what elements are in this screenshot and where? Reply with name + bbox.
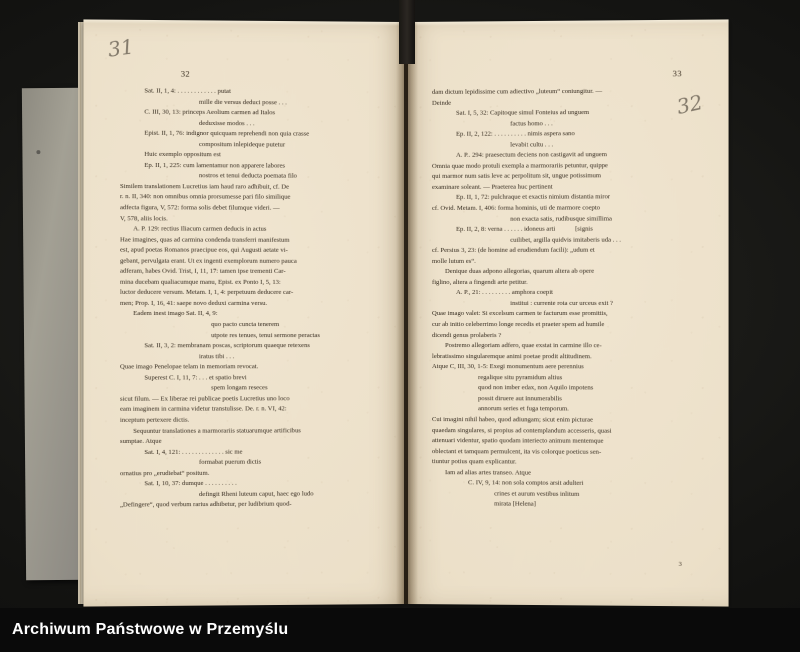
text-line: formabat puerum dictis xyxy=(199,458,262,466)
text-line: attenuari videntur, spatio quodam interiecto animum mentemque xyxy=(431,437,604,445)
text-line: Superest C. I, 11, 7: . . . et spatio brevi xyxy=(144,374,247,382)
text-line: Epist. II, 1, 76: indignor quicquam reprehendi non quia crasse xyxy=(144,129,310,138)
text-line: molle lutum es“. xyxy=(431,257,476,265)
left-page-text xyxy=(120,86,376,511)
left-page xyxy=(83,19,404,606)
handwritten-margin-number-right: 32 xyxy=(674,89,705,119)
text-line: Sat. I, 4, 121: . . . . . . . . . . . . . sic me xyxy=(144,448,243,456)
text-line: C. III, 30, 13: princeps Aeolium carmen ad Italos xyxy=(144,108,276,117)
text-line: iratus tibi . . . xyxy=(199,352,235,360)
right-page xyxy=(408,19,729,606)
text-line: spem longam reseces xyxy=(211,384,268,392)
text-line: Denique duas adpono allegorias, quarum altera ab opere xyxy=(445,268,595,276)
text-line: Sequuntur translationes a marmorariis statuarumque artificibus xyxy=(133,426,301,435)
text-line: Iam ad alias artes transeo. Atque xyxy=(445,468,532,477)
text-line: Ep. II, 1, 225: cum lamentamur non apparere labores xyxy=(144,161,286,170)
text-line: Atque C, III, 30, 1-5: Exegi monumentum aere perennius xyxy=(431,363,584,371)
text-line: annorum series et fuga temporum. xyxy=(478,405,569,413)
text-line: deduxisse modos . . . xyxy=(199,119,255,127)
text-line: oblectant et tamquam permulcent, ita vis colorque poeticus sen- xyxy=(431,447,602,456)
handwritten-margin-number-left: 31 xyxy=(106,34,136,62)
text-line: regalique situ pyramidum altius xyxy=(478,373,563,382)
text-line: C. IV, 9, 14: non sola comptos arsit adulteri xyxy=(468,479,584,488)
text-line: Ep. II, 2, 8: verna . . . . . . idoneus arti [signis xyxy=(456,225,593,234)
text-line: ornatius pro „erudiebat“ positum. xyxy=(120,469,210,477)
text-line: est, apud poetas Romanos praecipue eos, qui Augusti aetate vi- xyxy=(120,246,288,255)
text-line: A. P.. 294: praesectum deciens non castigavit ad unguem xyxy=(456,151,607,160)
text-line: V, 578, aliis locis. xyxy=(120,214,168,222)
text-line: qui marmor num satis leve ac perpolitum sit, ungue potissimum xyxy=(431,172,602,181)
page-number-left: 32 xyxy=(180,68,191,79)
text-line: r. n. II, 340: non omnibus omnia prorsumesse pari filo similique xyxy=(120,193,291,202)
text-line: compositum inlepideque putetur xyxy=(199,140,286,149)
text-line: mina ducebam qualiacumque manu, Epist. ex Ponto I, 5, 13: xyxy=(120,278,281,286)
text-line: Ep. II, 2, 122: . . . . . . . . . . nimis aspera sano xyxy=(456,130,575,138)
text-line: sicut filum. — Ex liberae rei publicae poetis Lucretius uno loco xyxy=(120,395,290,403)
text-line: Huic exemplo oppositum est xyxy=(144,151,221,159)
page-number-right: 33 xyxy=(672,68,682,79)
text-line: gebant, pervulgata erant. Ut ex ingenti exemplorum numero pauca xyxy=(120,257,297,265)
text-line: Sat. II, 3, 2: membranam poscas, scriptorum quaeque retexens xyxy=(144,342,310,350)
text-line: non exacta satis, rudibusque simillima xyxy=(510,215,612,223)
text-line: adferam, habes Ovid. Trist, I, 11, 17: tamen ipse trementi Car- xyxy=(120,267,286,276)
text-line: cuilibet, argilla quidvis imitaberis uda . . . xyxy=(510,236,622,244)
text-line: levabit cultu . . . xyxy=(510,141,554,149)
text-line: „Defingere“, quod verbum rarius adhibetur, per ludibrium quod- xyxy=(120,500,292,509)
text-line: examinare soleant. — Praeterea huc pertinent xyxy=(431,183,553,191)
text-line: nostros et tenui deducta poemata filo xyxy=(199,172,297,180)
text-line: mirata [Helena] xyxy=(494,500,536,509)
text-line: crines et aurum vestibus inlitum xyxy=(494,490,580,498)
text-line: Hae imagines, quas ad carmina condenda transferri manifestum xyxy=(120,236,290,244)
text-line: sumptae. Atque xyxy=(120,437,162,446)
text-line: Ep. II, 1, 72: pulchraque et exactis nimium distantia miror xyxy=(456,193,611,202)
text-line: Quae imago valet: Si excelsum carmen te facturum esse promittis, xyxy=(431,310,608,318)
text-line: A. P., 21: . . . . . . . . . amphora coepit xyxy=(456,289,553,297)
text-line: Similem translationem Lucretius iam haud raro adhibuit, cf. De xyxy=(120,182,290,191)
text-line: utpote res tenues, tenui sermone peractas xyxy=(211,331,320,339)
text-line: dam dictum lepidissime cum adiectivo „luteum“ coniungitur. — xyxy=(431,87,603,96)
watermark-label: Archiwum Państwowe w Przemyślu xyxy=(12,621,289,638)
text-line: luctor deducere versum. Metam. I, 1, 4: perpetuum deducere car- xyxy=(120,289,294,297)
text-line: cf. Persius 3, 23: (de homine ad erudiendum facili): „udum et xyxy=(431,246,595,255)
text-line: lebratissimo singularemque animi poetae prodit altitudinem. xyxy=(431,352,592,360)
text-line: Eadem inest imago Sat. II, 4, 9: xyxy=(133,310,218,318)
text-line: tiuntur potius quam explicantur. xyxy=(431,458,517,466)
text-line: cur ab initio celeberrimo longe recedis et praeter spem ad humile xyxy=(431,321,605,329)
text-line: figlino, altera a fingendi arte petitur. xyxy=(431,278,528,286)
text-line: defingit Rheni luteum caput, haec ego ludo xyxy=(199,490,314,498)
text-line: Postremo allegoriam adfero, quae exstat in carmine illo ce- xyxy=(445,342,602,350)
text-line: Cui imagini nihil habeo, quod adiungam; sicut enim picturae xyxy=(431,416,594,424)
text-line: Sat. I, 10, 37: dumque . . . . . . . . . . xyxy=(144,479,237,488)
text-line: Sat. II, 1, 4: . . . . . . . . . . . . putat xyxy=(144,87,231,95)
book-binding xyxy=(399,0,415,64)
text-line: men; Prop. I, 16, 41: saepe novo deduxi carmina versu. xyxy=(120,299,268,307)
text-line: Omnia quae modo protuli exempla a marmorariis petuntur, quippe xyxy=(431,162,608,170)
text-line: Sat. I, 5, 32: Capitoque simul Fonteius ad unguem xyxy=(456,109,590,117)
text-line: quaedam singulares, si propius ad contemplandum accesseris, quasi xyxy=(431,426,612,435)
text-line: quo pacto cuncta tenerem xyxy=(211,321,280,329)
text-line: Deinde xyxy=(431,99,452,107)
watermark-bar xyxy=(0,608,800,652)
text-line: mille die versus deduci posse . . . xyxy=(199,98,287,106)
text-line: Quae imago Penelopae telam in memoriam revocat. xyxy=(120,363,259,371)
text-line: quod non imber edax, non Aquilo impotens xyxy=(478,384,594,392)
text-line: inceptum pertexere dictis. xyxy=(120,416,190,424)
text-line: institui : currente rota cur urceus exit ? xyxy=(510,299,613,307)
text-line: adfecta figura, V, 572: forma solis debet filumque videri. — xyxy=(120,204,280,212)
text-line: cf. Ovid. Metam. I, 406: forma hominis, uti de marmore coepto xyxy=(431,204,601,212)
text-line: A. P. 129: rectius Iliacum carmen deducis in actus xyxy=(133,225,267,233)
text-line: factus homo . . . xyxy=(510,119,553,128)
open-book xyxy=(78,22,726,604)
signature-mark: 3 xyxy=(678,560,682,568)
text-line: dicendi genus prolaberis ? xyxy=(431,331,502,339)
text-line: possit diruere aut innumerabilis xyxy=(478,395,562,403)
text-line: eam imaginem in carmina videtur transtulisse. De. r. n. VI, 42: xyxy=(120,405,287,414)
right-page-text xyxy=(432,86,698,511)
